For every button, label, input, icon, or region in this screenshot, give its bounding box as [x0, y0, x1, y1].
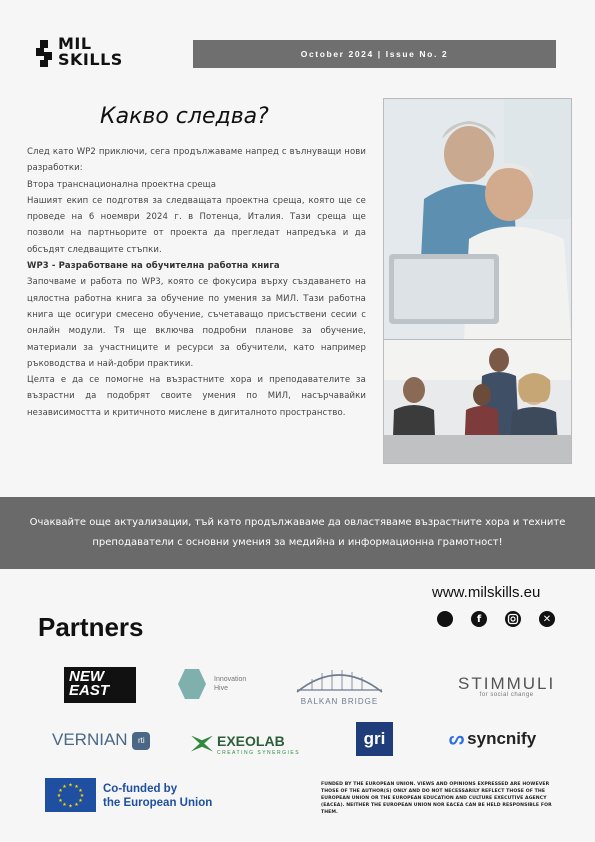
- stimmuli-text: STIMMULI: [458, 674, 556, 693]
- svg-text:★: ★: [78, 798, 83, 804]
- funding-disclaimer: FUNDED BY THE EUROPEAN UNION. VIEWS AND OPINIONS EXPRESSED ARE HOWEVER THOSE OF THE AUTHOR(S) ONLY AND DO NOT NECESSARILY REFLECT THOSE OF THE EUROPEAN UNION OR THE EUROPEAN EDUCATION AND CULTURE EXECUTIVE AGENCY (EACEA). NEITHER THE EUROPEAN UNION NOR EACEA CAN BE HELD RESPONSIBLE FOR THEM.: [321, 782, 552, 815]
- svg-text:★: ★: [58, 788, 63, 794]
- balkan-bridge-text: BALKAN BRIDGE: [300, 697, 379, 706]
- svg-text:★: ★: [68, 782, 73, 789]
- svg-text:★: ★: [74, 802, 79, 808]
- x-icon[interactable]: ✕: [539, 611, 555, 627]
- issue-label: October 2024 | Issue No. 2: [300, 49, 449, 59]
- syncnify-text: syncnify: [467, 729, 537, 748]
- section-heading: WP3 - Разработване на обучителна работна книга: [27, 261, 280, 272]
- stimmuli-logo: [458, 674, 555, 698]
- banner-text: Очаквайте още актуализации, тъй като продължаваме да овластяваме възрастните хора и техните преподаватели с основни умения за медийна и информационна грамотност!: [29, 517, 566, 548]
- hexagon-icon: [178, 669, 206, 699]
- photo-seniors-tablets: [383, 339, 572, 464]
- innovation-hive-line2: Hive: [214, 685, 229, 692]
- svg-text:★: ★: [79, 793, 85, 799]
- updates-banner: [0, 497, 595, 569]
- bridge-icon: [292, 664, 387, 694]
- issue-banner: [193, 40, 556, 68]
- eu-flag-icon: [45, 778, 96, 812]
- stimmuli-tagline: for social change: [479, 692, 534, 698]
- logo-text-skills: SKILLS: [58, 50, 123, 69]
- eu-line-1: Co-funded by: [103, 783, 178, 795]
- facebook-icon[interactable]: f: [471, 611, 487, 627]
- eu-line-2: the European Union: [103, 797, 213, 809]
- exeolab-tagline: CREATING SYNERGIES: [217, 750, 301, 756]
- website-link[interactable]: www.milskills.eu: [432, 584, 541, 601]
- paragraph: Втора транснационална проектна среща: [27, 179, 217, 190]
- globe-icon[interactable]: [437, 611, 453, 627]
- svg-text:★: ★: [78, 788, 83, 794]
- paragraph: Започваме и работа по WP3, която се фокусира върху създаването на цялостна работна книга за обучение по умения за МИЛ. Тази работна книга ще осигури смесено обучение, съчетаващо присъствени сесии с онлайн модули. Тя ще включва подробни планове за обучение, материали за участниците и ресурси за обучители, като например ръководства и най-добри практики.: [27, 277, 366, 369]
- paragraph: Целта е да се помогне на възрастните хора и преподавателите за възрастни да подобрят своите умения по МИЛ, насърчавайки независимостта и критичното мислене в дигиталното пространство.: [27, 375, 366, 418]
- vernian-text: VERNIAN: [52, 730, 128, 749]
- eu-cofunded-label: [103, 782, 233, 810]
- photo-seniors-laptop: [383, 98, 572, 340]
- vernian-logo: [52, 730, 150, 750]
- partners-title: Partners: [38, 612, 144, 642]
- exeolab-logo: [191, 731, 300, 756]
- puzzle-icon: [36, 38, 56, 68]
- innovation-hive-logo: [178, 667, 246, 701]
- paragraph: Нашият екип се подготвя за следващата проектна среща, която ще се проведе на 6 ноември 2024 г. в Потенца, Италия. Тази среща ще позволи на партньорите от проекта да прегледат напредъка и да обсъдят следващите стъпки.: [27, 195, 366, 255]
- article-body: [27, 144, 366, 421]
- milskills-logo: [36, 36, 126, 72]
- exeolab-text: EXEOLAB: [217, 733, 285, 749]
- social-links: [437, 611, 555, 627]
- svg-text:★: ★: [62, 784, 67, 790]
- svg-text:★: ★: [68, 803, 73, 810]
- syncnify-s-icon: ᔕ: [449, 729, 465, 748]
- article-title: Какво следва?: [100, 104, 269, 129]
- svg-text:★: ★: [62, 802, 67, 808]
- exeolab-mark-icon: [191, 736, 213, 752]
- new-east-logo: NEW EAST: [64, 667, 136, 703]
- syncnify-logo: [449, 729, 536, 749]
- gri-logo: gri: [356, 722, 393, 756]
- logo-text-mil: MIL: [58, 34, 92, 53]
- paragraph: След като WP2 приключи, сега продължаваме напред с вълнуващи нови разработки:: [27, 147, 366, 174]
- svg-text:★: ★: [58, 798, 63, 804]
- svg-text:★: ★: [56, 793, 62, 799]
- vernian-mark: rti: [132, 732, 150, 750]
- instagram-icon[interactable]: [505, 611, 521, 627]
- svg-text:★: ★: [74, 784, 79, 790]
- innovation-hive-line1: Innovation: [214, 676, 247, 683]
- balkan-bridge-logo: [292, 664, 387, 706]
